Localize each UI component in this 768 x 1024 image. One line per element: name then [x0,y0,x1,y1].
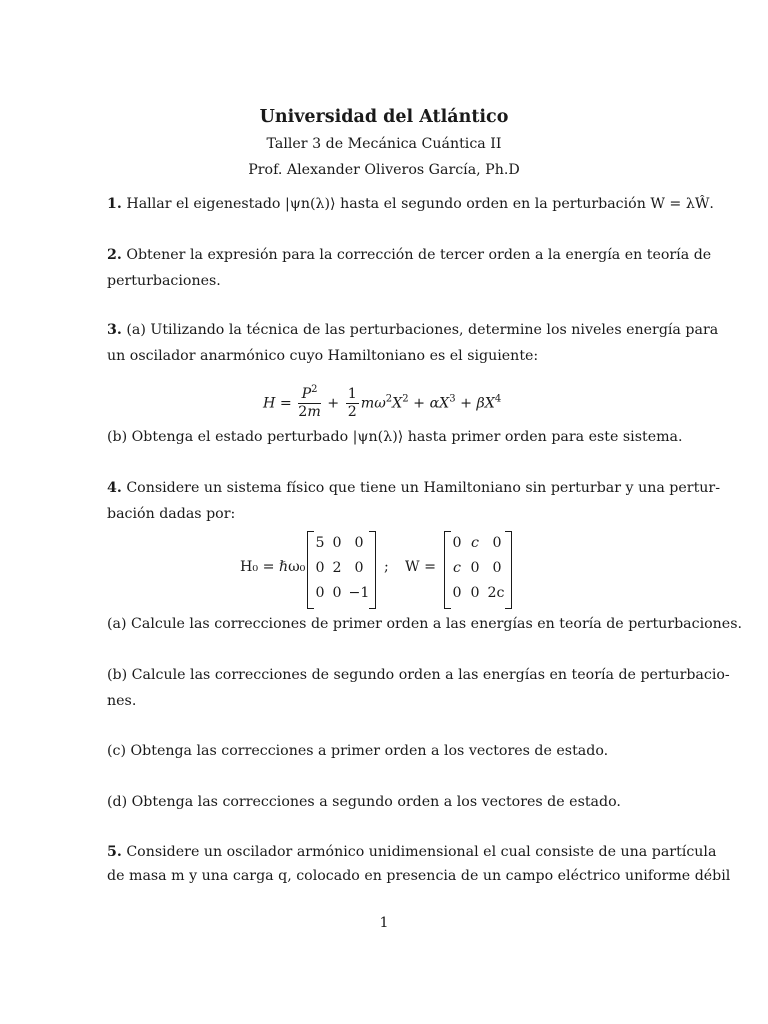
problem-3-line-2: un oscilador anarmónico cuyo Hamiltoniano es el siguiente: [107,348,539,364]
problem-3-line-1 [107,320,719,340]
problem-4-text-1: Considere un sistema físico que tiene un Hamiltoniano sin perturbar y una pertur- [126,480,720,496]
hamiltonian-equation: H = $\frac{P^2}{2m}$ + $\frac{1}{2}$ $m\omega^2X^2 + \alpha X^3 + \beta X^4$ [263,384,502,420]
w-cell: c [471,535,479,551]
h0-label: H₀ = ℏω₀ [240,559,306,575]
page-number: 1 [379,915,389,931]
w-cell: 0 [452,585,462,601]
w-cell: 0 [492,535,502,551]
h0-cell: 0 [354,535,364,551]
problem-5-text-1: Considere un oscilador armónico unidimensional el cual consiste de una partícula [126,844,717,860]
problem-4-number: 4. [107,480,122,496]
h0-cell: 0 [332,585,342,601]
w-cell: 0 [470,560,480,576]
problem-3-part-b: (b) Obtenga el estado perturbado |ψn(λ)⟩ hasta primer orden para este sistema. [107,429,683,445]
problem-2-line-2: perturbaciones. [107,273,221,289]
h0-cell: 0 [315,585,325,601]
problem-3-number: 3. [107,322,122,338]
h0-cell: 0 [332,535,342,551]
w-cell: 0 [470,585,480,601]
h0-matrix [307,531,377,607]
h0-cell: 0 [315,560,325,576]
problem-1-number: 1. [107,196,122,212]
problem-4-line-1 [107,478,720,498]
problem-5-number: 5. [107,844,122,860]
matrix-separator: ; [384,559,389,575]
problem-2-number: 2. [107,247,122,263]
problem-3-text-1: (a) Utilizando la técnica de las perturbaciones, determine los niveles energía para [126,322,719,338]
w-cell: c [453,560,461,576]
h0-cell: 5 [315,535,325,551]
problem-2-line-1 [107,245,712,265]
problem-4-part-c: (c) Obtenga las correcciones a primer orden a los vectores de estado. [107,743,609,759]
problem-4-part-d: (d) Obtenga las correcciones a segundo orden a los vectores de estado. [107,794,621,810]
problem-1 [107,194,714,214]
h0-cell: 2 [332,560,342,576]
w-cell: 0 [492,560,502,576]
document-title: Universidad del Atlántico [259,107,509,127]
document-author: Prof. Alexander Oliveros García, Ph.D [248,162,520,178]
w-label: W = [405,559,436,575]
problem-4-part-a: (a) Calcule las correcciones de primer orden a las energías en teoría de perturbaciones. [107,616,742,632]
problem-5-line-2: de masa m y una carga q, colocado en presencia de un campo eléctrico uniforme débil [107,868,731,884]
problem-4-part-b-line-1: (b) Calcule las correcciones de segundo orden a las energías en teoría de perturbacio- [107,667,730,683]
problem-1-text: Hallar el eigenestado |ψn(λ)⟩ hasta el segundo orden en la perturbación W = λŴ. [126,196,714,212]
h0-cell: 0 [354,560,364,576]
problem-4-part-b-line-2: nes. [107,693,137,709]
problem-2-text-1: Obtener la expresión para la corrección de tercer orden a la energía en teoría de [126,247,712,263]
problem-5-line-1 [107,842,717,862]
document-subtitle: Taller 3 de Mecánica Cuántica II [266,136,502,152]
problem-4-line-2: bación dadas por: [107,506,236,522]
w-matrix [444,531,514,607]
w-cell: 0 [452,535,462,551]
w-cell: 2c [487,585,505,601]
h0-cell: −1 [348,585,370,601]
